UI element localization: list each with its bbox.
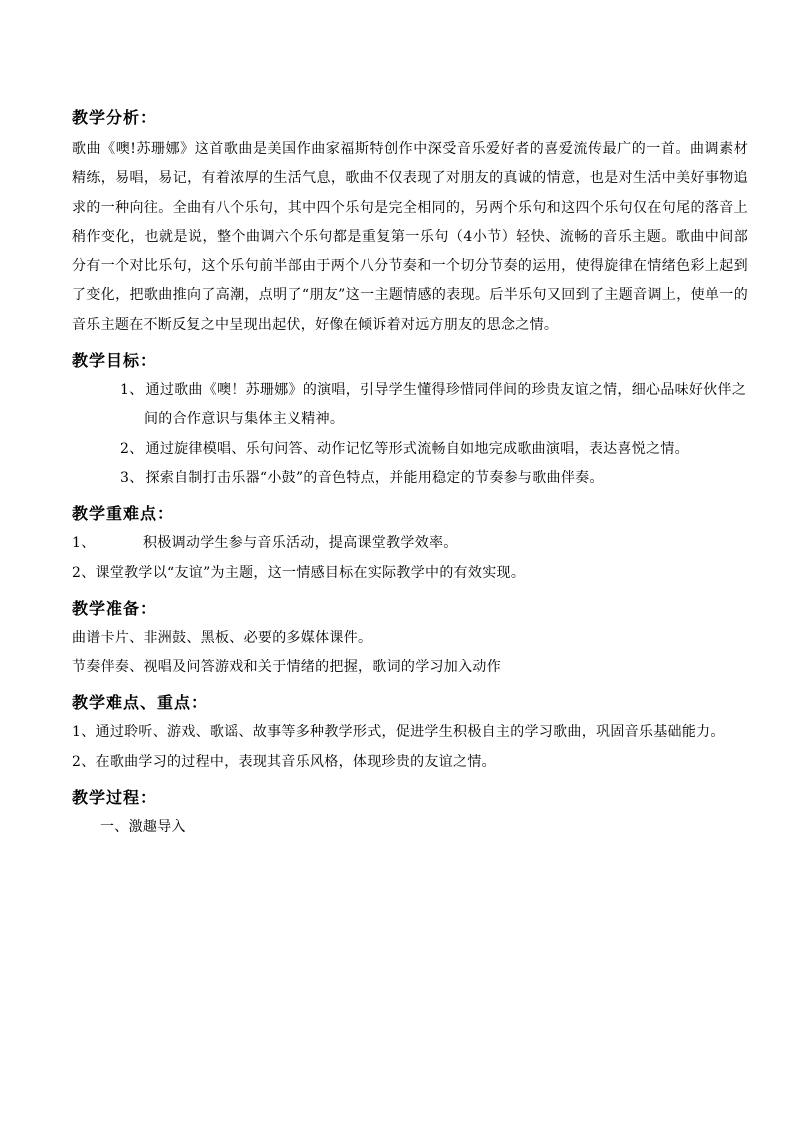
preparation-line-2: 节奏伴奏、视唱及问答游戏和关于情绪的把握，歌词的学习加入动作	[72, 659, 501, 676]
key-difficult-item-1-text: 积极调动学生参与音乐活动，提高课堂教学效率。	[143, 535, 458, 552]
key-difficult-item-2-number: 2、	[72, 564, 96, 581]
goal-item-2-text: 通过旋律模唱、乐句问答、动作记忆等形式流畅自如地完成歌曲演唱，表达喜悦之情。	[145, 440, 689, 457]
key-difficult-item-2	[72, 559, 748, 588]
difficult-key-item-1	[72, 718, 748, 747]
difficult-key-item-2-number: 2、	[72, 753, 96, 770]
key-difficult-item-1-number: 1、	[72, 535, 96, 552]
goal-item-3-text: 探索自制打击乐器“小鼓”的音色特点，并能用稳定的节奏参与歌曲伴奏。	[145, 469, 604, 486]
heading-difficult-key: 教学难点、重点：	[72, 693, 209, 713]
heading-preparation: 教学准备：	[72, 598, 158, 618]
preparation-line-1: 曲谱卡片、非洲鼓、黑板、必要的多媒体课件。	[72, 629, 373, 646]
heading-analysis: 教学分析：	[72, 108, 158, 127]
key-difficult-item-1	[72, 529, 748, 558]
goal-item-1	[72, 376, 748, 435]
goal-item-3	[72, 464, 748, 493]
heading-key-difficult: 教学重难点：	[72, 504, 175, 524]
difficult-key-item-1-text: 通过聆听、游戏、歌谣、故事等多种教学形式，促进学生积极自主的学习歌曲，巩固音乐基础能力。	[95, 724, 725, 741]
difficult-key-item-1-number: 1、	[72, 724, 96, 741]
goal-item-3-number: 3、	[120, 469, 144, 486]
goal-item-2-number: 2、	[120, 440, 144, 457]
difficult-key-item-2	[72, 748, 748, 777]
paragraph-analysis: 歌曲《噢!苏珊娜》这首歌曲是美国作曲家福斯特创作中深受音乐爱好者的喜爱流传最广的一首。曲调素材精练，易唱，易记，有着浓厚的生活气息，歌曲不仅表现了对朋友的真诚的情意，也是对生活中美好事物追求的一种向往。全曲有八个乐句，其中四个乐句是完全相同的，另两个乐句和这四个乐句仅在句尾的落音上稍作变化，也就是说，整个曲调六个乐句都是重复第一乐句（4小节）轻快、流畅的音乐主题。歌曲中间部分有一个对比乐句，这个乐句前半部由于两个八分节奏和一个切分节奏的运用，使得旋律在情绪色彩上起到了变化，把歌曲推向了高潮，点明了“朋友”这一主题情感的表现。后半乐句又回到了主题音调上，使单一的音乐主题在不断反复之中呈现出起伏，好像在倾诉着对远方朋友的思念之情。	[72, 141, 748, 333]
document-content	[72, 103, 748, 842]
difficult-key-item-2-text: 在歌曲学习的过程中，表现其音乐风格，体现珍贵的友谊之情。	[95, 753, 496, 770]
heading-goals: 教学目标：	[72, 351, 158, 371]
goal-item-2	[72, 435, 748, 464]
process-step-1: 一、激趣导入	[100, 819, 186, 836]
heading-process: 教学过程：	[72, 788, 158, 808]
goal-item-1-text: 通过歌曲《噢！苏珊娜》的演唱，引导学生懂得珍惜同伴间的珍贵友谊之情，细心品味好伙伴之间的合作意识与集体主义精神。	[144, 382, 747, 428]
key-difficult-item-2-text: 课堂教学以“友谊”为主题，这一情感目标在实际教学中的有效实现。	[95, 564, 526, 581]
goal-item-1-number: 1、	[120, 382, 144, 399]
